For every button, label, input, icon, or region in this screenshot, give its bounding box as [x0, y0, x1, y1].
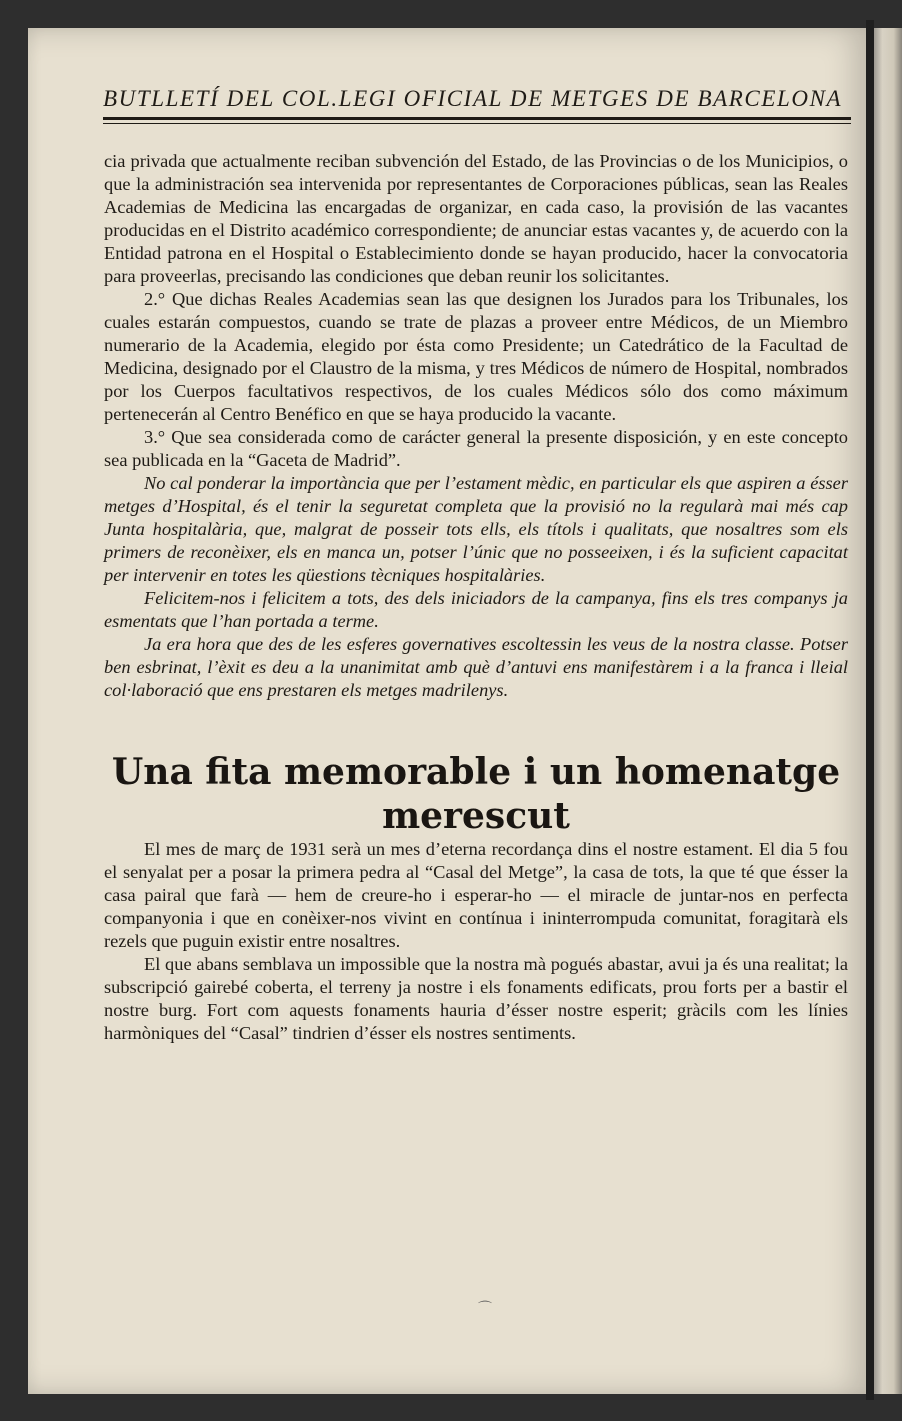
- running-header: BUTLLETÍ DEL COL.LEGI OFICIAL DE METGES DE BARCELONA: [103, 86, 843, 111]
- commentary-paragraph-1: No cal ponderar la importància que per l’estament mèdic, en particular els que aspiren a ésser metges d’Hospital, és el tenir la seguretat completa que la provisió no la regularà mai més cap Junta hospitalària, que, malgrat de posseir tots ells, els títols i qualitats, que nosaltres som els primers de reconèixer, els en manca un, potser l’únic que no posseeixen, i és la suficient capacitat per intervenir en totes les qüestions tècniques hospitalàries.: [104, 473, 848, 585]
- commentary-paragraph-2: Felicitem-nos i felicitem a tots, des dels iniciadors de la campanya, fins els tres companys ja esmentats que l’han portada a terme.: [104, 588, 848, 631]
- page-body: [104, 150, 848, 1045]
- article-title: Una fita memorable i un homenatge merescut: [111, 751, 841, 837]
- article-paragraph-1: El mes de març de 1931 serà un mes d’eterna recordança dins el nostre estament. El dia 5 fou el senyalat per a posar la primera pedra al “Casal del Metge”, la casa de tots, la que té que ésser la casa pairal que farà — hem de creure-ho i esperar-ho — el miracle de juntar-nos en perfecta companyonia i que en conèixer-nos vivint en contínua i ininterrompuda comunitat, foragitarà els rezels que puguin existir entre nosaltres.: [104, 839, 848, 951]
- commentary-paragraph-3: Ja era hora que des de les esferes governatives escoltessin les veus de la nostra classe. Potser ben esbrinat, l’èxit es deu a la unanimitat amb què d’antuvi ens manifestàrem i a la franca i lleial col·laboració que ens prestaren els metges madrilenys.: [104, 634, 848, 700]
- print-mark: ⌒: [478, 1302, 492, 1317]
- continuation-paragraph-1: cia privada que actualmente reciban subvención del Estado, de las Provincias o de los Municipios, o que la administración sea intervenida por representantes de Corporaciones públicas, sean las Reales Academias de Medicina las encargadas de organizar, en cada caso, la provisión de las vacantes producidas en el Distrito académico correspondiente; de anunciar estas vacantes y, de acuerdo con la Entidad patrona en el Hospital o Establecimiento donde se hayan producido, hacer la convocatoria para proveerlas, precisando las condiciones que deban reunir los solicitantes.: [104, 151, 848, 286]
- continuation-paragraph-3: 3.° Que sea considerada como de carácter general la presente disposición, y en este concepto sea publicada en la “Gaceta de Madrid”.: [104, 427, 848, 470]
- continuation-paragraph-2: 2.° Que dichas Reales Academias sean las que designen los Jurados para los Tribunales, los cuales estarán compuestos, cuando se trate de plazas a proveer entre Médicos, de un Miembro numerario de la Academia, elegido por ésta como Presidente; un Catedrático de la Facultad de Medicina, designado por el Claustro de la misma, y tres Médicos de número de Hospital, nombrados por los Cuerpos facultativos respectivos, de los cuales Médicos sólo dos como máximum pertenecerán al Centro Benéfico en que se haya producido la vacante.: [104, 289, 848, 424]
- next-page-edge: [874, 28, 902, 1394]
- article-paragraph-2: El que abans semblava un impossible que la nostra mà pogués abastar, avui ja és una realitat; la subscripció gairebé coberta, el terreny ja nostre i els fonaments edificats, prou forts per a bastir el nostre burg. Fort com aquests fonaments hauria d’ésser nostre esperit; gràcils com les línies harmòniques del “Casal” tindrien d’ésser els nostres sentiments.: [104, 954, 848, 1043]
- binding-shadow: [866, 20, 874, 1400]
- header-rule-thin: [103, 123, 851, 124]
- header-rule-thick: [103, 117, 851, 120]
